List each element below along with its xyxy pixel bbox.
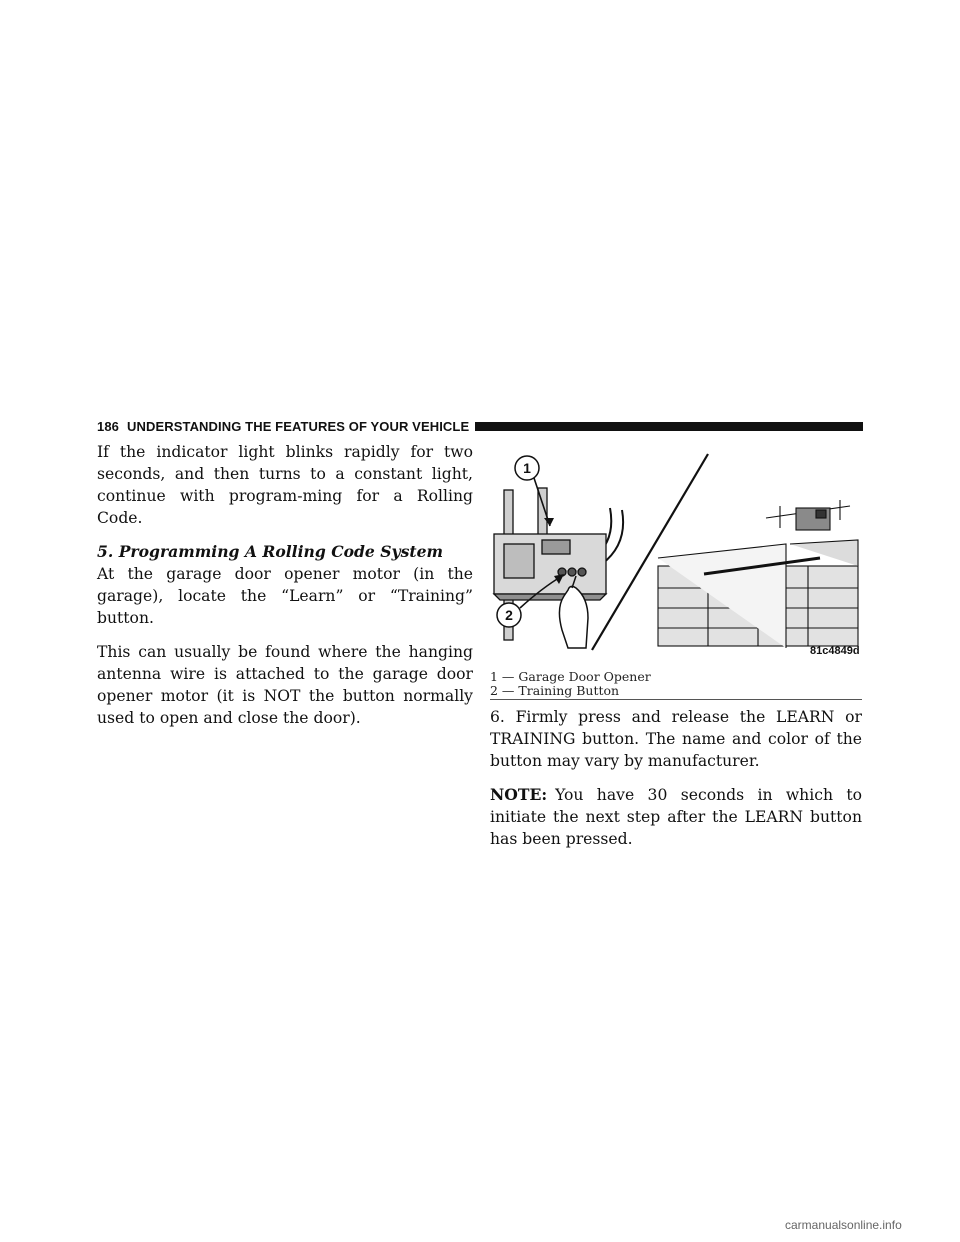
running-header xyxy=(97,418,863,434)
figure-caption xyxy=(490,670,862,700)
illustration-svg xyxy=(490,448,862,658)
left-column xyxy=(97,441,473,741)
watermark: carmanualsonline.info xyxy=(785,1218,902,1232)
header-title: UNDERSTANDING THE FEATURES OF YOUR VEHICLE xyxy=(127,418,470,434)
header-rule xyxy=(475,422,863,431)
caption-item-1: 1 — Garage Door Opener xyxy=(490,669,651,684)
paragraph-locate-button: At the garage door opener motor (in the garage), locate the “Learn” or “Training” button. xyxy=(97,565,473,627)
paragraph-press-learn: 6. Firmly press and release the LEARN or TRAINING button. The name and color of the button may vary by manufacturer. xyxy=(490,708,862,770)
right-column xyxy=(490,706,862,862)
note-label: NOTE: xyxy=(490,785,548,804)
note-paragraph xyxy=(490,784,862,850)
section-heading: 5. Programming A Rolling Code System xyxy=(97,542,443,561)
caption-item-2: 2 — Training Button xyxy=(490,683,620,698)
paragraph-indicator-light: If the indicator light blinks rapidly for two seconds, and then turns to a constant light, continue with program-ming for a Rolling Code. xyxy=(97,443,473,527)
figure-code: 81c4849d xyxy=(810,645,860,657)
callout-2-label: 2 xyxy=(505,607,513,623)
page-number: 186 xyxy=(97,418,119,434)
garage-overview xyxy=(658,500,858,648)
callout-1-label: 1 xyxy=(523,460,531,476)
paragraph-antenna-wire: This can usually be found where the hanging antenna wire is attached to the garage door opener motor (it is NOT the button normally used to open and close the door). xyxy=(97,643,473,727)
note-text: You have 30 seconds in which to initiate the next step after the LEARN button has been pressed. xyxy=(490,786,862,848)
garage-opener-illustration xyxy=(490,448,862,658)
